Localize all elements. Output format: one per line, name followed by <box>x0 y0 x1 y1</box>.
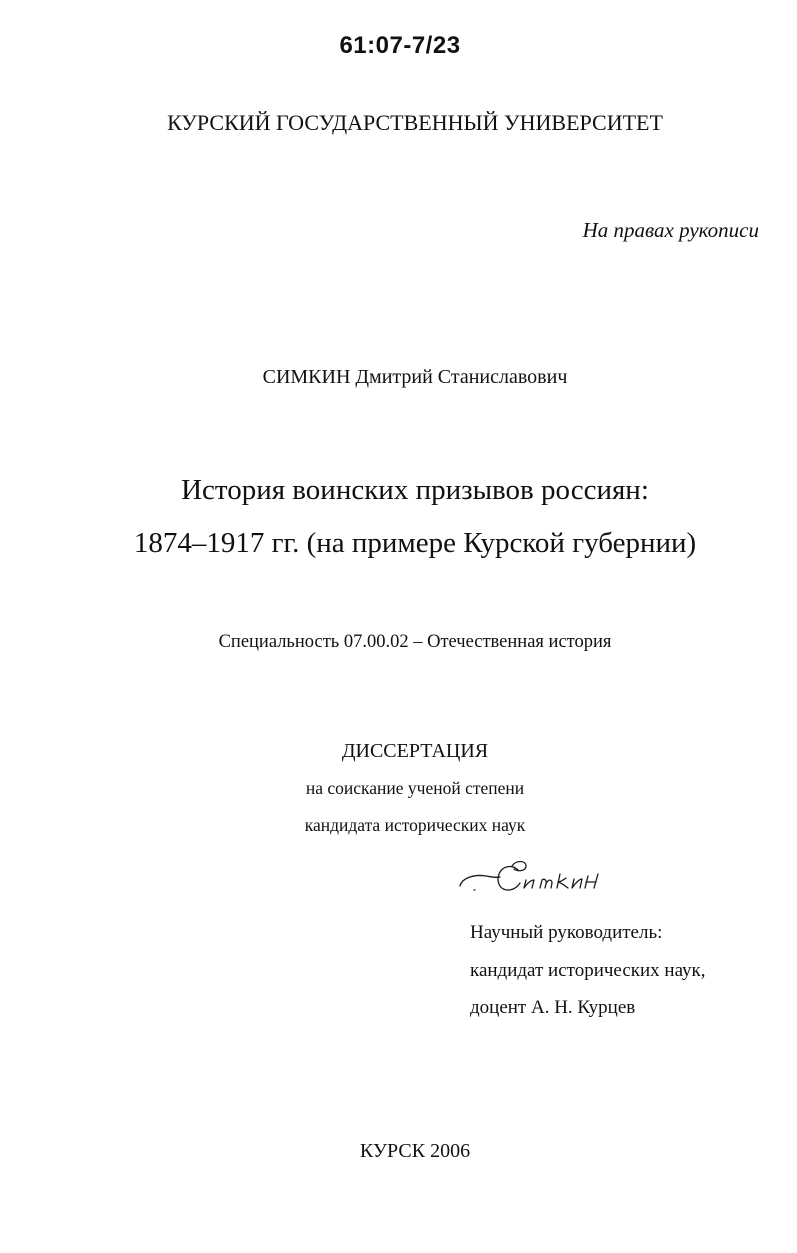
advisor-degree: кандидат исторических наук, <box>470 960 706 981</box>
dissertation-label: ДИССЕРТАЦИЯ <box>341 740 489 762</box>
degree-line-1: на соискание ученой степени <box>305 778 525 798</box>
university-name: КУРСКИЙ ГОСУДАРСТВЕННЫЙ УНИВЕРСИТЕТ <box>167 110 663 135</box>
degree-line-2: кандидата исторических наук <box>304 815 526 835</box>
advisor-name: доцент А. Н. Курцев <box>470 997 636 1018</box>
title-line-1: История воинских призывов россиян: <box>181 474 649 506</box>
rights-note: На правах рукописи <box>582 218 759 242</box>
handwritten-signature <box>452 852 622 902</box>
specialty: Специальность 07.00.02 – Отечественная история <box>218 632 612 652</box>
title-line-2: 1874–1917 гг. (на примере Курской губернии) <box>133 527 697 559</box>
place-year: КУРСК 2006 <box>359 1140 471 1162</box>
catalog-code: 61:07-7/23 <box>339 32 461 59</box>
advisor-label: Научный руководитель: <box>470 922 663 943</box>
author-name: СИМКИН Дмитрий Станиславович <box>262 366 568 388</box>
